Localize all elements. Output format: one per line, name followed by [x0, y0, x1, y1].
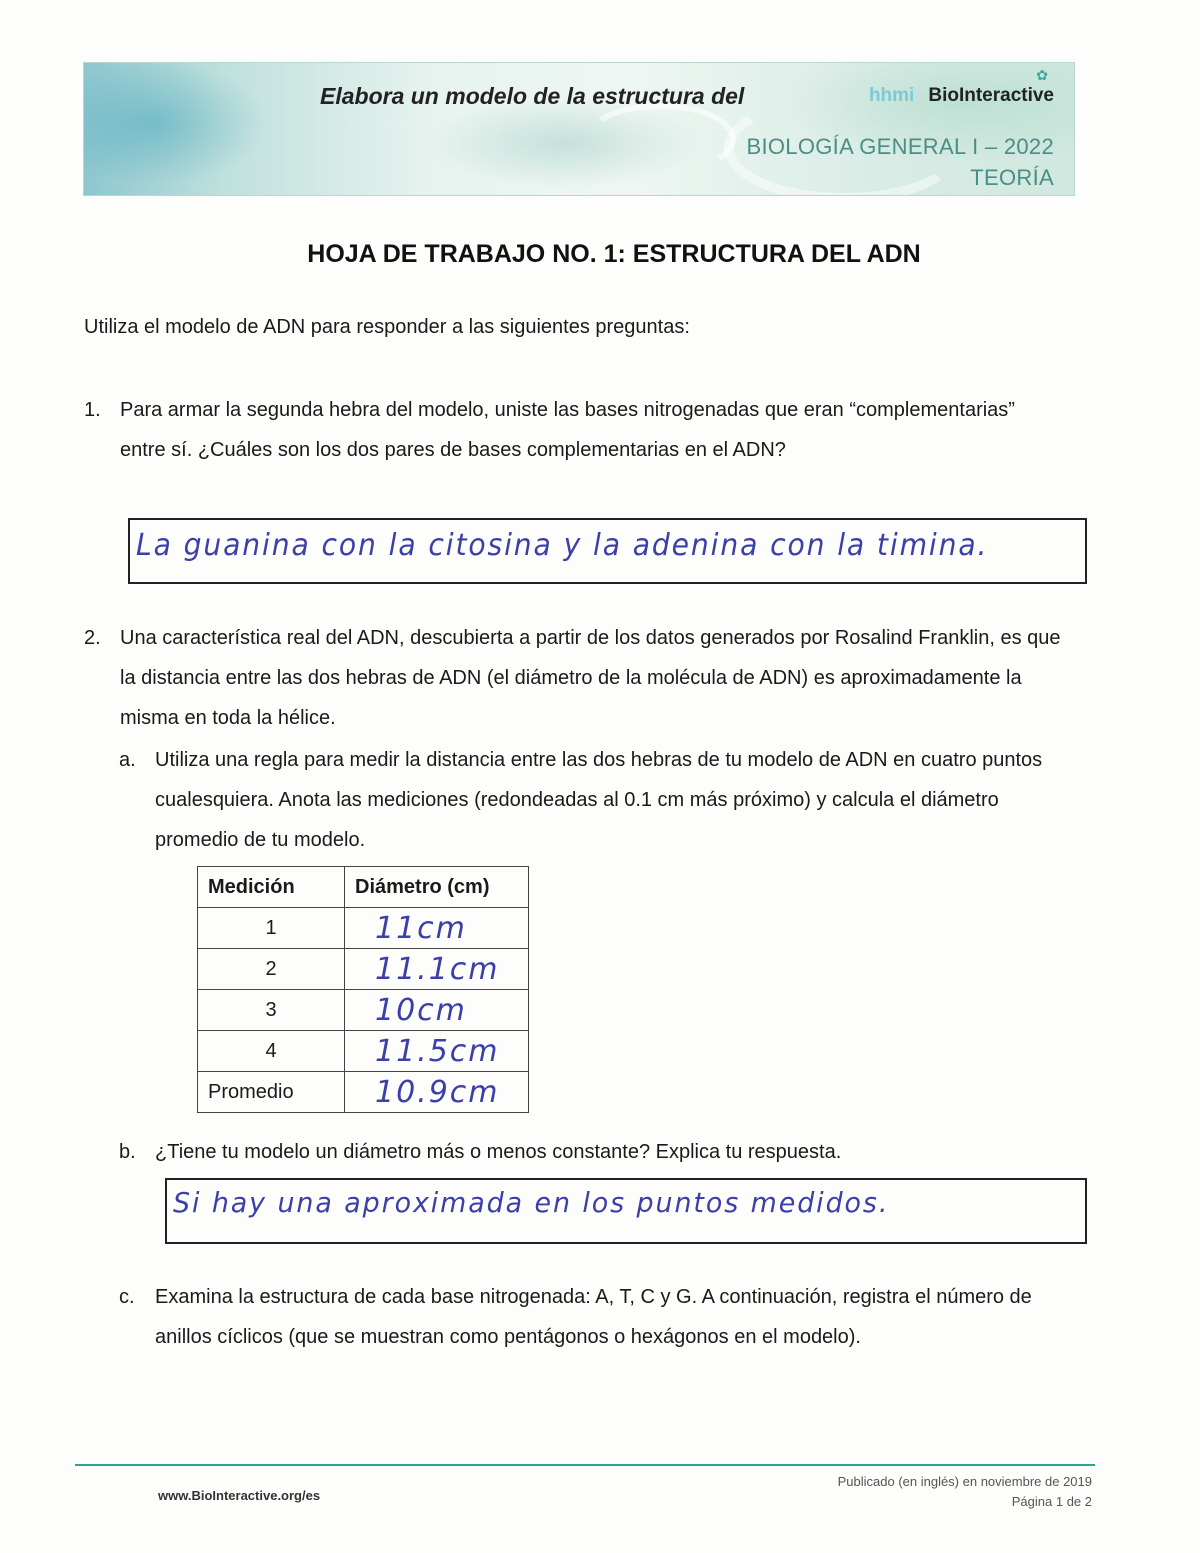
measurement-cell: 3: [198, 990, 345, 1031]
banner-title: Elabora un modelo de la estructura del: [320, 83, 745, 109]
diameter-cell[interactable]: 11cm: [345, 908, 529, 949]
column-header: Medición: [198, 867, 345, 908]
measurement-cell: 2: [198, 949, 345, 990]
brand-logo: [869, 85, 1054, 107]
question-text: Examina la estructura de cada base nitrogenada: A, T, C y G. A continuación, registra el número de anillos cíclicos (que se muestran como pentágonos o hexágonos en el modelo).: [155, 1286, 1032, 1348]
question-number: 1.: [84, 399, 101, 421]
intro-text: Utiliza el modelo de ADN para responder a las siguientes preguntas:: [84, 316, 690, 338]
footer-publication-info: [838, 1472, 1092, 1512]
answer-box-1[interactable]: [128, 518, 1087, 584]
question-text: Para armar la segunda hebra del modelo, uniste las bases nitrogenadas que eran “complementarias” entre sí. ¿Cuáles son los dos pares de bases complementarias en el ADN?: [120, 399, 1015, 461]
handwritten-answer: Si hay una aproximada en los puntos medidos.: [173, 1186, 890, 1219]
diameter-cell[interactable]: 10.9cm: [345, 1072, 529, 1113]
course-line-1: BIOLOGÍA GENERAL I – 2022: [746, 134, 1054, 159]
measurement-cell: 4: [198, 1031, 345, 1072]
question-2b: [119, 1132, 1055, 1172]
brand-prefix: hhmi: [868, 85, 915, 106]
header-banner: [83, 62, 1075, 196]
question-2c: [119, 1277, 1065, 1357]
course-line-2: TEORÍA: [970, 165, 1054, 190]
hhmi-leaf-icon: ✿: [1036, 67, 1048, 83]
measurement-cell: Promedio: [198, 1072, 345, 1113]
footer-url-link[interactable]: www.BioInteractive.org/es: [158, 1488, 321, 1503]
question-number: b.: [119, 1141, 136, 1163]
diameter-cell[interactable]: 11.1cm: [345, 949, 529, 990]
page-number: Página 1 de 2: [1011, 1494, 1092, 1509]
handwritten-answer: La guanina con la citosina y la adenina con la timina.: [136, 528, 989, 563]
table-header-row: [198, 867, 529, 908]
diameter-cell[interactable]: 10cm: [345, 990, 529, 1031]
question-number: 2.: [84, 627, 101, 649]
diameter-cell[interactable]: 11.5cm: [345, 1031, 529, 1072]
measurement-table: [197, 866, 529, 1113]
table-row: [198, 908, 529, 949]
question-1: [84, 390, 1060, 470]
footer-divider: [75, 1464, 1095, 1466]
question-text: ¿Tiene tu modelo un diámetro más o menos constante? Explica tu respuesta.: [155, 1141, 842, 1163]
brand-name: BioInteractive: [928, 85, 1054, 106]
question-2: [84, 618, 1070, 738]
course-label: [747, 131, 1055, 193]
table-row: [198, 1031, 529, 1072]
table-row: [198, 1072, 529, 1113]
published-date: Publicado (en inglés) en noviembre de 2019: [837, 1474, 1092, 1489]
table-row: [198, 990, 529, 1031]
answer-box-2b[interactable]: [165, 1178, 1087, 1244]
decorative-swirl: [584, 103, 736, 175]
question-text: Utiliza una regla para medir la distancia entre las dos hebras de tu modelo de ADN en cuatro puntos cualesquiera. Anota las mediciones (redondeadas al 0.1 cm más próximo) y calcula el diámetro promedio de tu modelo.: [155, 749, 1043, 851]
question-number: c.: [119, 1286, 135, 1308]
question-text: Una característica real del ADN, descubierta a partir de los datos generados por Rosalind Franklin, es que la distancia entre las dos hebras de ADN (el diámetro de la molécula de ADN) es aproximadamente la misma en toda la hélice.: [120, 627, 1061, 729]
question-number: a.: [119, 749, 136, 771]
table-row: [198, 949, 529, 990]
page-title: HOJA DE TRABAJO NO. 1: ESTRUCTURA DEL ADN: [307, 240, 921, 268]
question-2a: [119, 740, 1075, 860]
column-header: Diámetro (cm): [345, 867, 529, 908]
measurement-cell: 1: [198, 908, 345, 949]
